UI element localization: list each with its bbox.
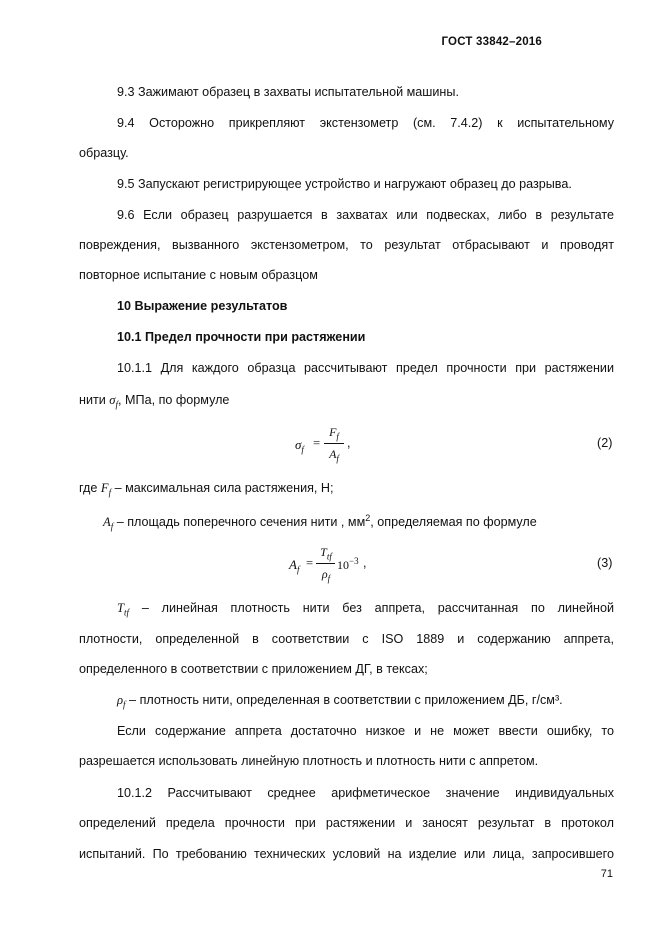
standard-header: ГОСТ 33842–2016 bbox=[441, 36, 542, 48]
section-10-1-heading: 10.1 Предел прочности при растяжении bbox=[117, 330, 366, 344]
paragraph-9-6-line-2: повреждения, вызванного экстензометром, то результат отбрасывают и проводят bbox=[79, 238, 614, 252]
paragraph-9-6-line-3: повторное испытание с новым образцом bbox=[79, 268, 318, 282]
formula-3-multiplier: $10^{-3}$ bbox=[337, 556, 359, 572]
formula-2-fraction-bar bbox=[324, 443, 344, 444]
section-10-heading: 10 Выражение результатов bbox=[117, 299, 288, 313]
rho-definition-line bbox=[117, 693, 563, 710]
formula-2-lhs: $\sigma_f$ bbox=[295, 437, 304, 455]
formula-3-comma: , bbox=[363, 556, 367, 570]
units-text: , МПа, по формуле bbox=[118, 393, 230, 407]
paragraph-9-5: 9.5 Запускают регистрирующее устройство и нагружают образец до разрыва. bbox=[117, 177, 572, 191]
formula-3-denominator: $\rho_f$ bbox=[321, 567, 331, 584]
ttf-definition: – линейная плотность нити без аппрета, рассчитанная по линейной bbox=[129, 601, 614, 615]
formula-3-number: (3) bbox=[597, 556, 613, 570]
where-ff-line bbox=[79, 481, 614, 498]
formula-3-equals: = bbox=[306, 556, 314, 570]
sigma-symbol: $\sigma_f$ bbox=[109, 393, 119, 410]
ttf-definition-line-3: определенного в соответствии с приложением ДГ, в тексах; bbox=[79, 662, 428, 676]
formula-2-denominator: $A_f$ bbox=[329, 447, 339, 464]
af-definition: – площадь поперечного сечения нити , мм bbox=[113, 515, 366, 530]
formula-2-numerator: $F_f$ bbox=[329, 425, 339, 442]
formula-3-fraction-bar bbox=[316, 563, 335, 564]
ff-definition: – максимальная сила растяжения, Н; bbox=[111, 481, 334, 495]
formula-3-lhs: $A_f$ bbox=[289, 557, 300, 575]
af-definition-tail: , определяемая по формуле bbox=[370, 515, 537, 530]
note-line-2: разрешается использовать линейную плотность и плотность нити с аппретом. bbox=[79, 754, 539, 768]
paragraph-10-1-2-line-1: 10.1.2 Рассчитывают среднее арифметическое значение индивидуальных bbox=[117, 786, 614, 800]
formula-3-numerator: $T_{tf}$ bbox=[320, 545, 332, 562]
nity-text: нити bbox=[79, 393, 106, 407]
rho-definition: – плотность нити, определенная в соответствии с приложением ДБ, г/см³. bbox=[125, 693, 563, 707]
rho-symbol: $\rho_f$ bbox=[117, 693, 126, 710]
paragraph-9-6-line-1: 9.6 Если образец разрушается в захватах или подвесках, либо в результате bbox=[117, 208, 614, 222]
note-line-1: Если содержание аппрета достаточно низкое и не может ввести ошибку, то bbox=[117, 724, 614, 738]
paragraph-10-1-1-line-2 bbox=[79, 393, 614, 410]
paragraph-10-1-1-line-1: 10.1.1 Для каждого образца рассчитывают предел прочности при растяжении bbox=[117, 361, 614, 375]
af-symbol: $A_f$ bbox=[103, 515, 114, 532]
paragraph-10-1-2-line-2: определений предела прочности при растяжении и заносят результат в протокол bbox=[79, 816, 614, 830]
page-number: 71 bbox=[600, 868, 613, 880]
formula-2-number: (2) bbox=[597, 436, 613, 450]
formula-2-comma: , bbox=[347, 436, 351, 450]
paragraph-9-3: 9.3 Зажимают образец в захваты испытательной машины. bbox=[117, 85, 459, 99]
af-definition-line bbox=[103, 513, 537, 532]
paragraph-10-1-2-line-3: испытаний. По требованию технических условий на изделие или лица, запросившего bbox=[79, 847, 614, 861]
ff-symbol: $F_f$ bbox=[100, 481, 112, 498]
paragraph-9-4-line-1: 9.4 Осторожно прикрепляют экстензометр (см. 7.4.2) к испытательному bbox=[117, 116, 614, 130]
paragraph-9-4-line-2: образцу. bbox=[79, 146, 129, 160]
ttf-definition-line-1 bbox=[117, 601, 614, 618]
ttf-symbol: $T_{tf}$ bbox=[117, 601, 130, 618]
af-unit-sup: 2 bbox=[365, 513, 371, 523]
ttf-definition-line-2: плотности, определенной в соответствии с ISO 1889 и содержанию аппрета, bbox=[79, 632, 614, 646]
formula-2-equals: = bbox=[313, 436, 321, 450]
where-word: где bbox=[79, 481, 98, 495]
